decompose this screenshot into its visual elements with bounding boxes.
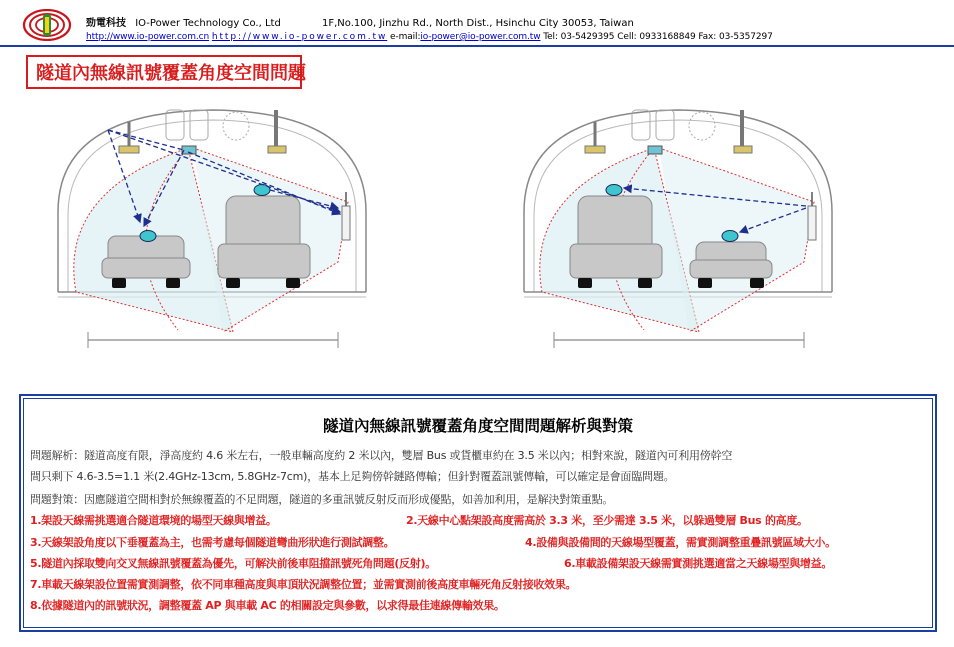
io-power-logo-icon [22, 9, 72, 41]
analysis-panel-inner [23, 398, 933, 628]
header-divider [0, 45, 954, 47]
letterhead [0, 0, 954, 48]
cell-number: Cell: 0933168849 [617, 32, 696, 42]
fax-number: Fax: 03-5357297 [698, 32, 773, 42]
tel-number: Tel: 03-5429395 [543, 32, 615, 42]
point-2: 2.天線中心點架設高度需高於 3.3 米，至少需達 3.5 米，以躲過雙層 Bus 的高度。 [406, 514, 808, 527]
ceiling-fixtures [585, 110, 752, 153]
page-title: 隧道內無線訊號覆蓋角度空間問題 [36, 63, 306, 84]
company-address: 1F,No.100, Jinzhu Rd., North Dist., Hsinchu City 30053, Taiwan [322, 18, 634, 29]
ceiling-fixtures [119, 110, 286, 153]
website-tw-link[interactable]: http://www.io-power.com.tw [211, 32, 388, 42]
tunnel-diagram-right [514, 92, 844, 374]
point-6: 6.車載設備架設天線需實測挑選適當之天線場型與增益。 [564, 557, 833, 570]
point-5: 5.隧道內採取雙向交叉無線訊號覆蓋為優先，可解決前後車阻擋訊號死角問題(反射)。 [30, 557, 436, 570]
analysis-line-1: 問題解析：隧道高度有限，淨高度約 4.6 米左右，一般車輛高度約 2 米以內，雙層 Bus 或貨櫃車約在 3.5 米以內；相對來說，隧道內可利用傍幹空 [30, 449, 733, 462]
email-label: e-mail: [389, 32, 421, 42]
page-title-box [26, 55, 306, 89]
analysis-panel [19, 394, 937, 632]
point-1: 1.架設天線需挑選適合隧道環境的場型天線與增益。 [30, 514, 277, 527]
strategy-line: 問題對策：因應隧道空間相對於無線覆蓋的不足問題，隧道的多重訊號反射反而形成優點，如善加利用，是解決對策重點。 [30, 493, 614, 506]
tunnel-diagram-left [48, 92, 378, 374]
point-7: 7.車載天線架設位置需實測調整，依不同車種高度與車頂狀況調整位置；並需實測前後高度車輛死角反射接收效果。 [30, 578, 577, 591]
company-name-cn: 勁電科技 [86, 18, 126, 29]
point-8: 8.依據隧道內的訊號狀況，調整覆蓋 AP 與車載 AC 的相關設定與參數，以求得最佳連線傳輸效果。 [30, 599, 505, 612]
contact-line [86, 32, 773, 42]
analysis-title: 隧道內無線訊號覆蓋角度空間問題解析與對策 [322, 417, 633, 435]
analysis-line-2: 間只剩下 4.6-3.5=1.1 米(2.4GHz-13cm, 5.8GHz-7cm)，基本上足夠傍幹鏈路傳輸；但針對覆蓋訊號傳輸，可以確定是會面臨問題。 [30, 470, 675, 483]
email-link[interactable]: io-power@io-power.com.tw [420, 32, 541, 42]
point-3: 3.天線架設角度以下垂覆蓋為主，也需考慮每個隧道彎曲形狀進行測試調整。 [30, 536, 395, 549]
point-4: 4.設備與設備間的天線場型覆蓋，需實測調整重疊訊號區域大小。 [525, 536, 836, 549]
website-cn-link[interactable]: http://www.io-power.com.cn [86, 32, 210, 42]
company-line [86, 14, 634, 29]
company-name-en: IO-Power Technology Co., Ltd [135, 18, 281, 29]
